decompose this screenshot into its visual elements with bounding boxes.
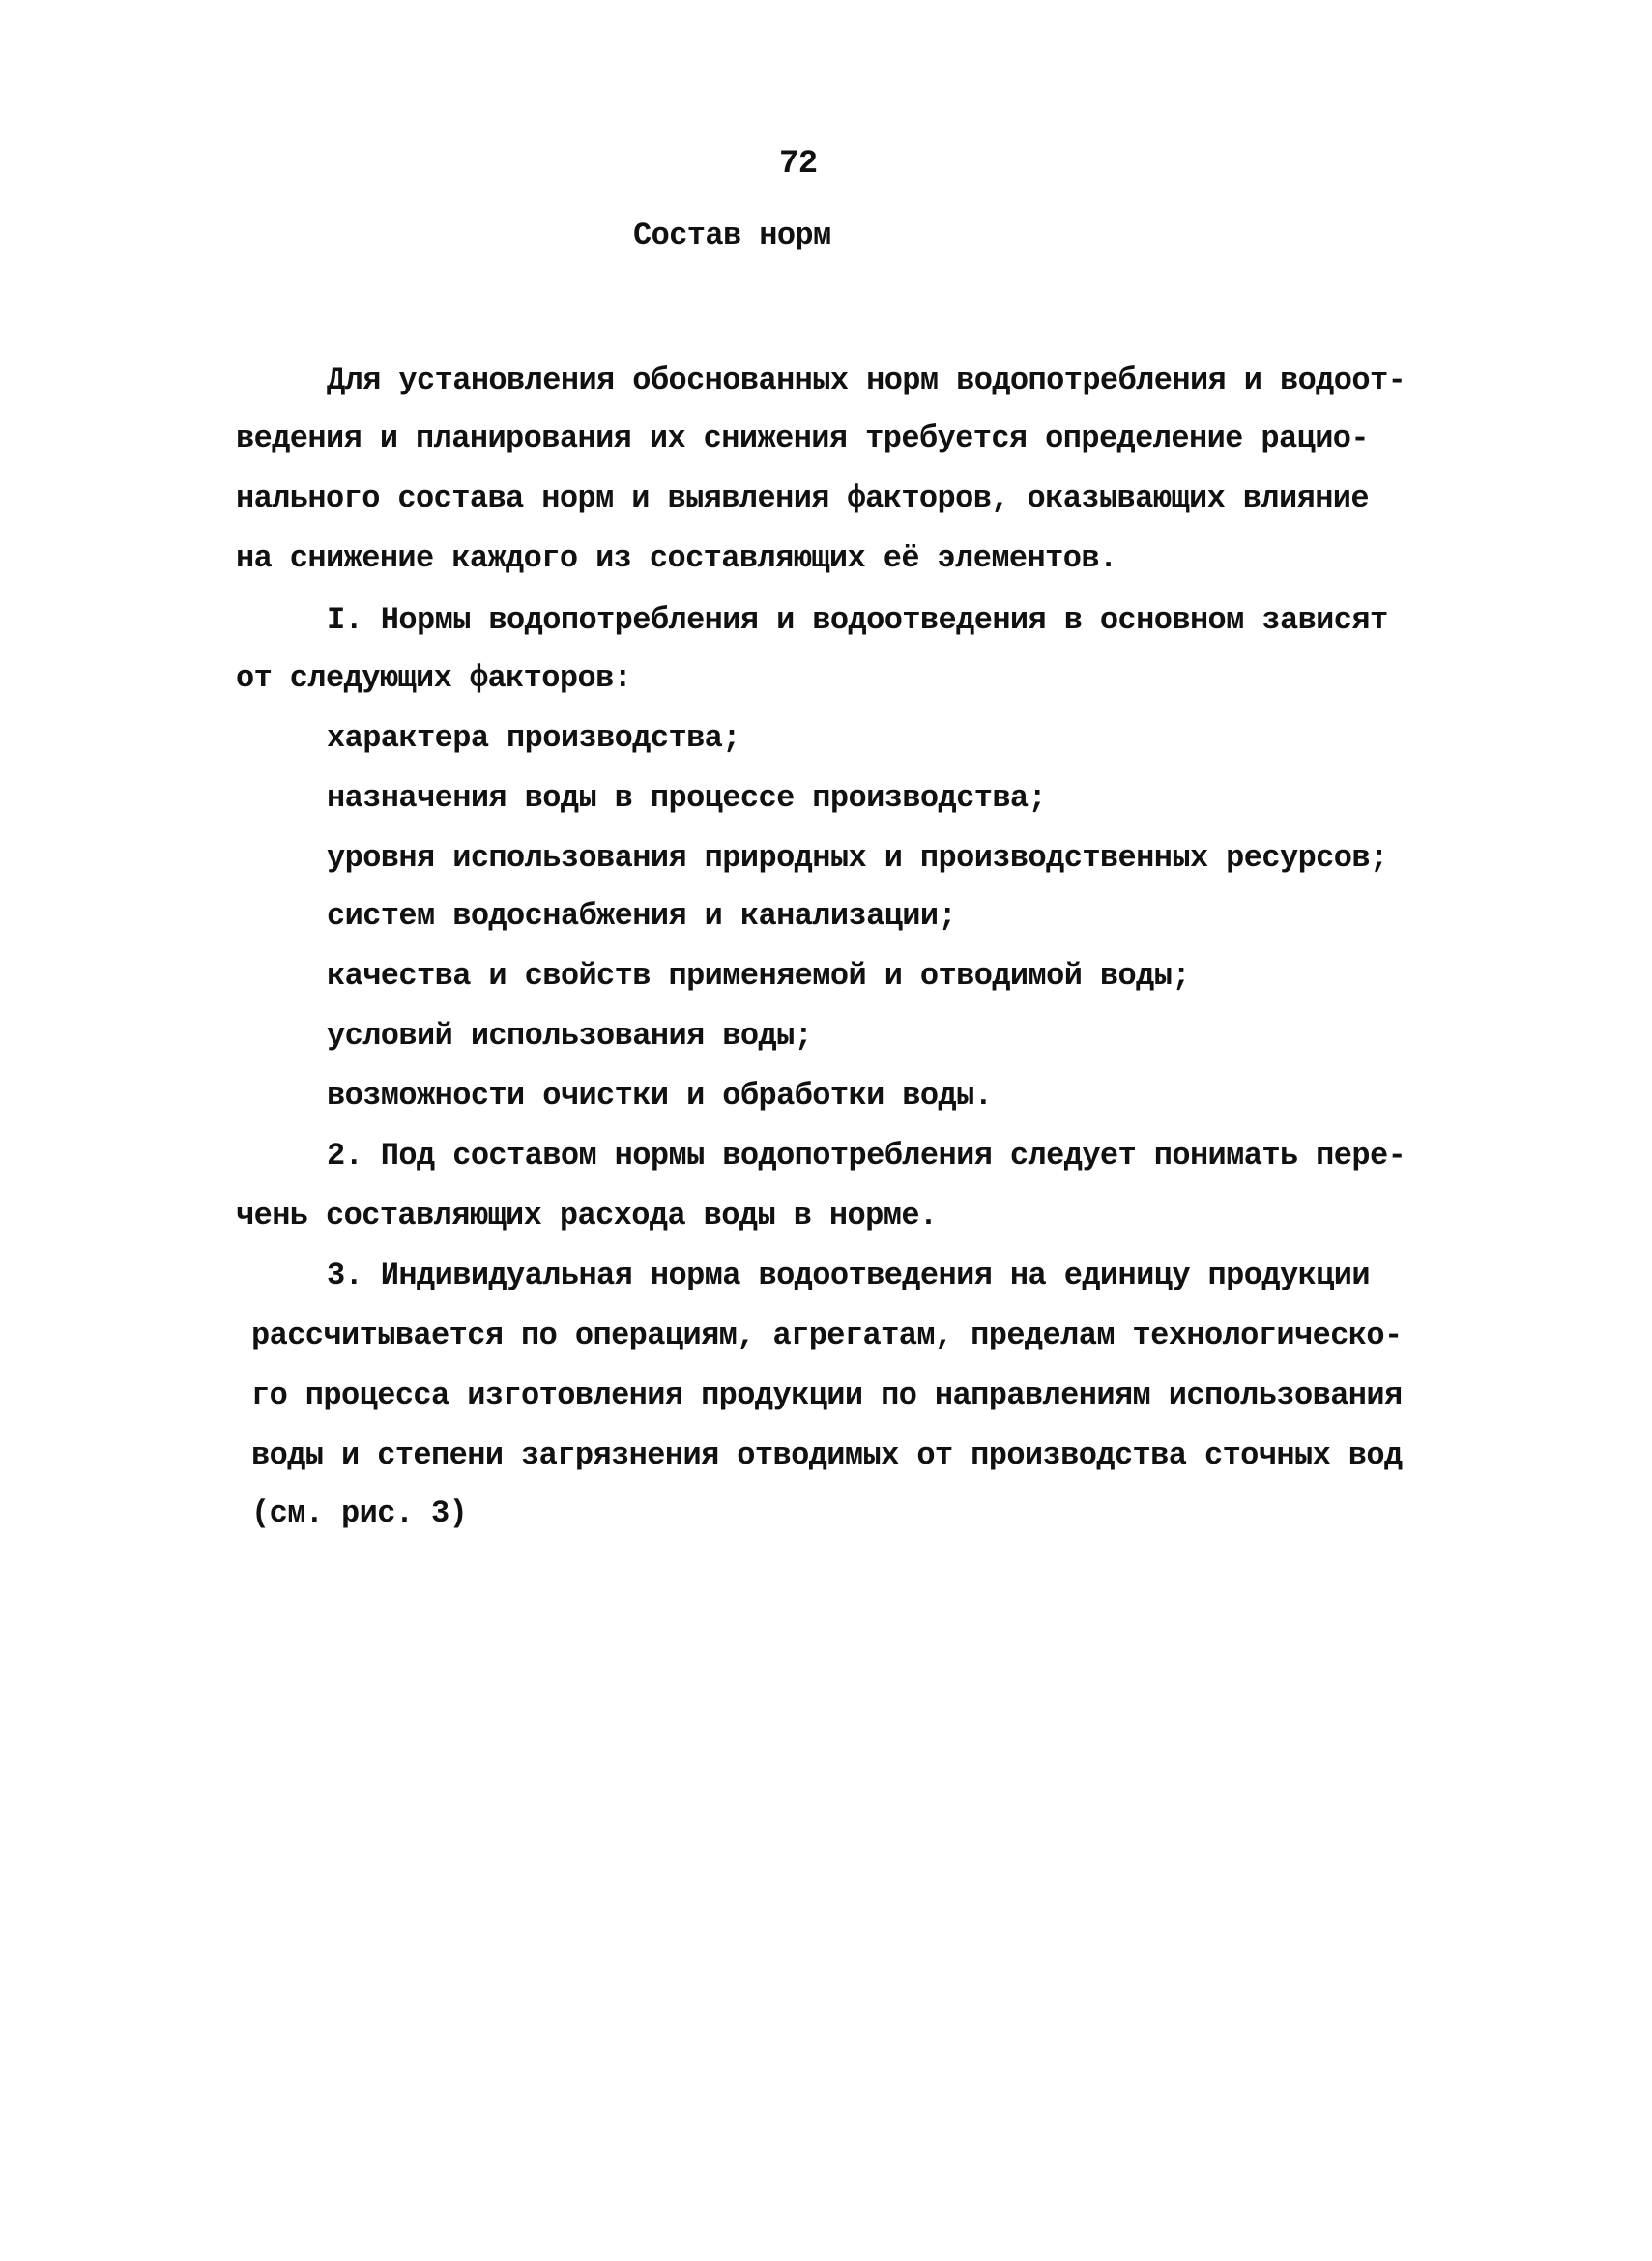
factor-item: качества и свойств применяемой и отводимой воды;	[327, 958, 1190, 994]
intro-line: на снижение каждого из составляющих её элементов.	[236, 540, 1117, 576]
intro-line: ведения и планирования их снижения требуется определение рацио-	[236, 420, 1369, 456]
factor-item: систем водоснабжения и канализации;	[327, 898, 957, 934]
section-title: Состав норм	[633, 217, 831, 253]
intro-line: Для установления обоснованных норм водопотребления и водоот-	[327, 362, 1406, 398]
item3-line: 3. Индивидуальная норма водоотведения на единицу продукции	[327, 1258, 1370, 1293]
factor-item: условий использования воды;	[327, 1018, 813, 1054]
item3-line: рассчитывается по операциям, агрегатам, пределам технологическо-	[251, 1318, 1403, 1353]
factor-item: возможности очистки и обработки воды.	[327, 1078, 993, 1114]
item2-line: 2. Под составом нормы водопотребления следует понимать пере-	[327, 1138, 1406, 1174]
item1-line: от следующих факторов:	[236, 660, 632, 696]
item3-line: воды и степени загрязнения отводимых от производства сточных вод	[251, 1437, 1403, 1473]
factor-item: характера производства;	[327, 720, 740, 756]
item1-line: I. Нормы водопотребления и водоотведения в основном зависят	[327, 602, 1388, 638]
page-number: 72	[779, 146, 818, 183]
item3-line: го процесса изготовления продукции по направлениям использования	[251, 1377, 1403, 1413]
item3-line: (см. рис. 3)	[251, 1495, 468, 1531]
factor-item: назначения воды в процессе производства;	[327, 780, 1047, 816]
item2-line: чень составляющих расхода воды в норме.	[236, 1198, 938, 1233]
intro-line: нального состава норм и выявления факторов, оказывающих влияние	[236, 480, 1369, 516]
factor-item: уровня использования природных и производственных ресурсов;	[327, 840, 1388, 876]
